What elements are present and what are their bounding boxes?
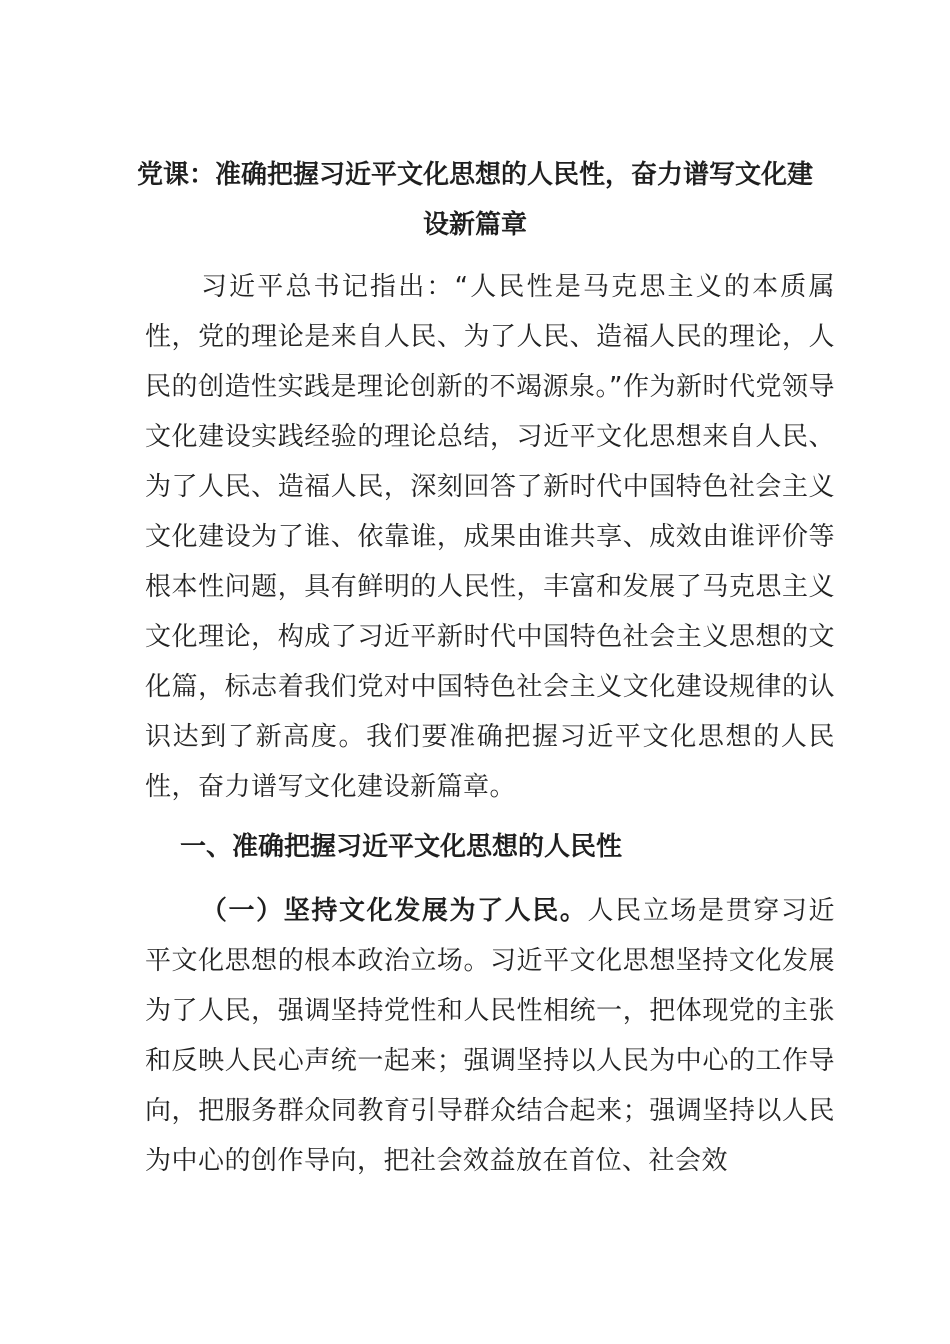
section-heading: 一、准确把握习近平文化思想的人民性 xyxy=(180,832,623,862)
document-title: 党课：准确把握习近平文化思想的人民性，奋力谱写文化建设新篇章 xyxy=(136,160,813,240)
subsection-lead: （一）坚持文化发展为了人民。 xyxy=(200,896,588,926)
subsection-paragraph xyxy=(145,886,835,1186)
intro-paragraph: 习近平总书记指出：“人民性是马克思主义的本质属性，党的理论是来自人民、为了人民、造福人民的理论，人民的创造性实践是理论创新的不竭源泉。”作为新时代党领导文化建设实践经验的理论总结，习近平文化思想来自人民、为了人民、造福人民，深刻回答了新时代中国特色社会主义文化建设为了谁、依靠谁，成果由谁共享、成效由谁评价等根本性问题，具有鲜明的人民性，丰富和发展了马克思主义文化理论，构成了习近平新时代中国特色社会主义思想的文化篇，标志着我们党对中国特色社会主义文化建设规律的认识达到了新高度。我们要准确把握习近平文化思想的人民性，奋力谱写文化建设新篇章。 xyxy=(145,272,835,802)
subsection-text: 人民立场是贯穿习近平文化思想的根本政治立场。习近平文化思想坚持文化发展为了人民，强调坚持党性和人民性相统一，把体现党的主张和反映人民心声统一起来；强调坚持以人民为中心的工作导向，把服务群众同教育引导群众结合起来；强调坚持以人民为中心的创作导向，把社会效益放在首位、社会效 xyxy=(145,896,835,1176)
